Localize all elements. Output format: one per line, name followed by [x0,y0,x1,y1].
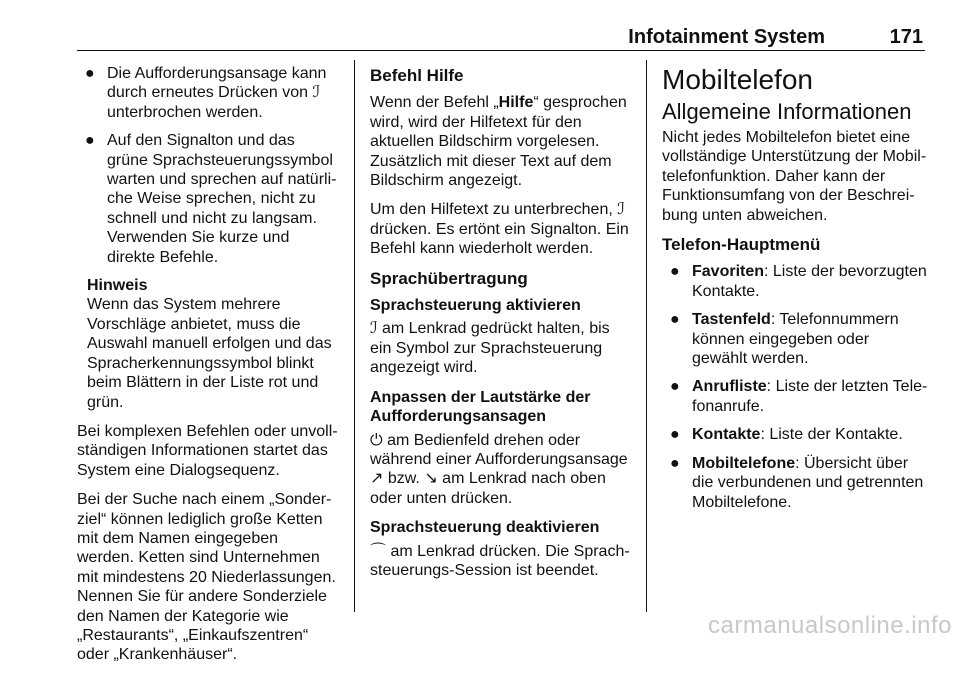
list-item [662,425,928,444]
bullet-text: Auf den Signalton und das grüne Sprachsteuerungssymbol warten und sprechen auf natürliche Weise sprechen, nicht zu schnell und nicht zu langsam. Verwenden Sie kurze und direkte Befehle. [107,132,337,266]
paragraph: Nicht jedes Mobiltelefon bietet eine vollständige Unterstützung der Mobiltelefonfunktion. Daher kann der Funktionsumfang von der Beschreibung unten abweichen. [662,129,927,224]
list-item [662,377,928,416]
bullet-text: Die Aufforderungsansage kann durch erneutes Drücken von ℐ unterbrochen werden. [107,65,327,121]
column-3 [662,64,928,521]
menu-desc: : Telefonnummern können eingegeben oder gewählt werden. [692,311,899,368]
note-text: Wenn das System mehrere Vorschläge anbietet, muss die Auswahl manuell erfolgen und das Spracherkennungssymbol blinkt beim Blättern in der Liste rot und grün. [87,296,332,411]
bullet-icon: ● [670,263,680,281]
bullet-icon: ● [85,65,95,82]
command-term: Hilfe [498,94,534,112]
list-item [662,262,928,301]
heading-transfer: Sprachübertragung [370,268,528,288]
column-2 [370,64,634,590]
heading-deactivate: Sprachsteuerung deaktivieren [370,519,600,537]
paragraph [370,93,634,190]
list-item [662,454,928,512]
note-heading: Hinweis [87,277,148,295]
section-title: Infotainment System [628,26,825,48]
menu-term: Kontakte [692,426,761,444]
bullet-icon: ● [670,426,680,444]
heading-phone-menu: Telefon-Hauptmenü [662,235,821,255]
paragraph: Bei der Suche nach einem „Sonderziel“ können lediglich große Ketten mit dem Namen eingegeben werden. Ketten sind Unternehmen mit mindestens 20 Niederlassungen. Nennen Sie für andere Sonderziele den Namen der Kategorie wie „Restaurants“, „Einkaufszentren“ oder „Krankenhäuser“. [77,491,336,664]
heading-activate: Sprachsteuerung aktivieren [370,297,581,315]
column-divider-1 [354,60,355,612]
watermark: carmanualsonline.info [708,612,952,639]
menu-term: Favoriten [692,263,765,281]
menu-desc: : Liste der bevorzugten Kontakte. [692,263,927,300]
menu-term: Mobiltelefone [692,454,796,472]
column-divider-2 [646,60,647,612]
paragraph: ⏻ am Bedienfeld drehen oder während einer Aufforderungsansage ↗ bzw. ↘ am Lenkrad nach oben oder unten drücken. [370,431,628,507]
heading-volume: Anpassen der Lautstärke der Aufforderungsansagen [370,388,591,426]
note-box [77,276,339,412]
page-number: 171 [889,26,923,48]
text-run: Wenn der Befehl „ [370,94,499,112]
bullet-icon: ● [670,311,680,329]
bullet-icon: ● [670,378,680,396]
text-run: “ gesprochen wird, wird der Hilfetext für den aktuellen Bildschirm vorgelesen. Zusätzlich mit dieser Text auf dem Bildschirm angezeigt. [370,94,627,190]
menu-term: Tastenfeld [692,311,771,329]
bullet-icon: ● [670,454,680,472]
section-heading: Allgemeine Informationen [662,99,912,124]
menu-desc: : Liste der Kontakte. [760,426,903,444]
paragraph: ⌒ am Lenkrad drücken. Die Sprachsteuerungs-Session ist beendet. [370,542,630,579]
paragraph: Um den Hilfetext zu unterbrechen, ℐ drücken. Es ertönt ein Signalton. Ein Befehl kann wiederholt werden. [370,201,629,258]
menu-desc: : Übersicht über die verbundenen und getrennten Mobiltelefone. [692,454,924,511]
chapter-heading: Mobiltelefon [662,64,813,95]
menu-desc: : Liste der letzten Telefonanrufe. [692,378,928,415]
list-item [77,64,339,122]
column-1 [77,64,339,675]
list-item [77,131,339,267]
page-header [77,24,925,50]
paragraph: Bei komplexen Befehlen oder unvollständigen Informationen startet das System eine Dialogsequenz. [77,422,338,479]
phone-menu-list [662,262,928,511]
bullet-icon: ● [85,132,95,150]
list-item [662,310,928,368]
menu-term: Anrufliste [692,378,767,396]
heading-help: Befehl Hilfe [370,66,464,85]
header-rule [77,50,925,51]
paragraph: ℐ am Lenkrad gedrückt halten, bis ein Symbol zur Sprachsteuerung angezeigt wird. [370,320,610,377]
